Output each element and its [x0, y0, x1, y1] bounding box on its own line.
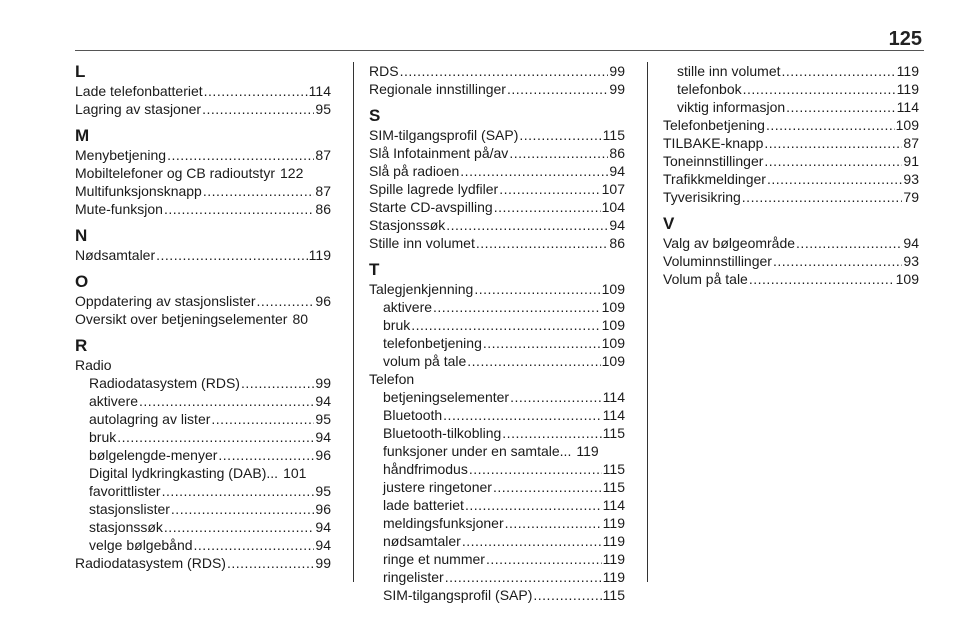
dot-leader — [171, 500, 315, 518]
entry-label: Mobiltelefoner og CB radioutstyr — [75, 165, 275, 181]
entry-label: Talegjenkjenning — [369, 281, 474, 297]
index-subentry[interactable] — [75, 464, 331, 482]
entry-label: stasjonslister — [89, 501, 170, 517]
index-letter-heading: V — [663, 214, 675, 233]
entry-label: velge bølgebånd — [89, 537, 193, 553]
index-entry[interactable] — [75, 164, 331, 182]
index-subentry[interactable] — [369, 316, 625, 334]
entry-label: Bluetooth-tilkobling — [383, 425, 502, 441]
entry-page-number: 119 — [896, 81, 919, 97]
entry-label: Menybetjening — [75, 147, 167, 163]
entry-label: TILBAKE-knapp — [663, 135, 764, 151]
entry-page-number: 114 — [602, 389, 625, 405]
entry-page-number: 94 — [315, 519, 331, 535]
dot-leader — [767, 170, 902, 188]
index-entry[interactable] — [369, 162, 625, 180]
index-subentry[interactable] — [369, 388, 625, 406]
entry-page-number: 87 — [315, 183, 331, 199]
entry-page-number: 114 — [308, 83, 331, 99]
entry-page-number: 96 — [315, 447, 331, 463]
entry-page-number: 115 — [602, 479, 625, 495]
index-subentry[interactable] — [369, 550, 625, 568]
header-rule — [75, 50, 924, 51]
dot-leader — [460, 162, 608, 180]
entry-page-number: 109 — [895, 117, 919, 133]
index-subentry[interactable] — [369, 532, 625, 550]
dot-leader — [218, 446, 314, 464]
entry-label: aktivere — [89, 393, 139, 409]
entry-page-number: 91 — [903, 153, 919, 169]
entry-page-number: 94 — [609, 163, 625, 179]
entry-label: Stille inn volumet — [369, 235, 475, 251]
entry-label: håndfrimodus — [383, 461, 468, 477]
dot-leader — [202, 100, 314, 118]
entry-label: justere ringetoner — [383, 479, 492, 495]
index-entry[interactable] — [369, 234, 625, 252]
entry-page-number: 109 — [895, 271, 919, 287]
entry-page-number: 95 — [315, 101, 331, 117]
entry-label: stille inn volumet — [677, 63, 781, 79]
index-entry[interactable] — [75, 292, 331, 310]
dot-leader — [446, 216, 608, 234]
entry-label: aktivere — [383, 299, 433, 315]
entry-label: Radiodatasystem (RDS) — [89, 375, 240, 391]
index-entry[interactable] — [369, 280, 625, 298]
entry-label: Regionale innstillinger — [369, 81, 506, 97]
entry-label: volum på tale — [383, 353, 467, 369]
index-entry[interactable] — [369, 144, 625, 162]
entry-label: Valg av bølgeområde — [663, 235, 796, 251]
index-subentry[interactable] — [369, 352, 625, 370]
dot-leader — [749, 270, 895, 288]
index-subentry[interactable] — [369, 514, 625, 532]
index-subentry[interactable] — [75, 428, 331, 446]
entry-page-number: 96 — [315, 501, 331, 517]
entry-page-number: 115 — [602, 461, 625, 477]
entry-page-number: 109 — [601, 353, 625, 369]
entry-page-number: 86 — [609, 145, 625, 161]
index-entry[interactable] — [369, 126, 625, 144]
entry-page-number: 109 — [601, 335, 625, 351]
entry-label: Slå på radioen — [369, 163, 460, 179]
entry-label: Radiodatasystem (RDS) — [75, 555, 226, 571]
entry-label: SIM-tilgangsprofil (SAP) — [383, 587, 533, 603]
dot-leader — [467, 352, 600, 370]
index-subentry[interactable] — [369, 298, 625, 316]
entry-label: SIM-tilgangsprofil (SAP) — [369, 127, 519, 143]
index-subentry[interactable] — [369, 406, 625, 424]
index-entry-heading — [369, 370, 625, 388]
dot-leader — [164, 200, 314, 218]
entry-page-number: 115 — [602, 587, 625, 603]
entry-label: Slå Infotainment på/av — [369, 145, 509, 161]
dot-leader — [483, 334, 601, 352]
entry-page-number: 107 — [601, 181, 625, 197]
dot-leader — [743, 80, 896, 98]
entry-label: Digital lydkringkasting (DAB)... — [89, 465, 279, 481]
entry-label: telefonbok — [677, 81, 742, 97]
index-letter-heading: M — [75, 126, 90, 145]
index-entry[interactable] — [663, 134, 919, 152]
entry-page-number: 119 — [576, 443, 599, 459]
dot-leader — [786, 98, 896, 116]
entry-page-number: 94 — [315, 429, 331, 445]
dot-leader — [211, 410, 314, 428]
index-entry[interactable] — [663, 170, 919, 188]
entry-label: lade batteriet — [383, 497, 464, 513]
dot-leader — [443, 406, 602, 424]
dot-leader — [494, 198, 601, 216]
index-column-3 — [663, 62, 919, 288]
dot-leader — [502, 424, 601, 442]
dot-leader — [156, 246, 308, 264]
entry-label: Starte CD-avspilling — [369, 199, 493, 215]
entry-label: betjeningselementer — [383, 389, 510, 405]
entry-page-number: 94 — [315, 537, 331, 553]
entry-label: favorittlister — [89, 483, 161, 499]
index-letter-heading: N — [75, 226, 88, 245]
index-letter-heading: L — [75, 62, 86, 81]
entry-label: nødsamtaler — [383, 533, 461, 549]
entry-page-number: 99 — [609, 63, 625, 79]
index-entry[interactable] — [75, 246, 331, 264]
entry-page-number: 114 — [602, 497, 625, 513]
index-entry-heading — [75, 356, 331, 374]
entry-label: bruk — [89, 429, 117, 445]
index-subentry[interactable] — [75, 446, 331, 464]
dot-leader — [469, 460, 602, 478]
dot-leader — [227, 554, 314, 572]
entry-label: Volum på tale — [663, 271, 748, 287]
entry-page-number: 115 — [602, 425, 625, 441]
index-entry[interactable] — [663, 152, 919, 170]
dot-leader — [486, 550, 602, 568]
index-entry[interactable] — [369, 80, 625, 98]
entry-page-number: 99 — [609, 81, 625, 97]
index-letter-heading: O — [75, 272, 89, 291]
entry-label: Nødsamtaler — [75, 247, 156, 263]
entry-page-number: 109 — [601, 281, 625, 297]
entry-page-number: 114 — [602, 407, 625, 423]
entry-label: Oversikt over betjeningselementer — [75, 311, 288, 327]
index-column-1 — [75, 62, 331, 572]
entry-label: Trafikkmeldinger — [663, 171, 766, 187]
index-subentry[interactable] — [663, 98, 919, 116]
entry-page-number: 86 — [315, 201, 331, 217]
dot-leader — [400, 62, 609, 80]
index-entry[interactable] — [75, 554, 331, 572]
dot-leader — [167, 146, 314, 164]
entry-label: Telefon — [369, 371, 415, 387]
index-entry[interactable] — [663, 270, 919, 288]
entry-page-number: 87 — [903, 135, 919, 151]
index-subentry[interactable] — [369, 496, 625, 514]
entry-page-number: 119 — [602, 533, 625, 549]
dot-leader — [465, 496, 602, 514]
entry-label: funksjoner under en samtale... — [383, 443, 572, 459]
index-subentry[interactable] — [369, 334, 625, 352]
dot-leader — [796, 234, 902, 252]
entry-page-number: 94 — [315, 393, 331, 409]
index-entry[interactable] — [75, 100, 331, 118]
index-entry[interactable] — [75, 82, 331, 100]
entry-page-number: 94 — [609, 217, 625, 233]
index-letter-heading: S — [369, 106, 381, 125]
entry-page-number: 119 — [602, 569, 625, 585]
index-entry[interactable] — [369, 180, 625, 198]
entry-label: bruk — [383, 317, 411, 333]
entry-page-number: 114 — [896, 99, 919, 115]
dot-leader — [203, 182, 315, 200]
index-subentry[interactable] — [75, 482, 331, 500]
dot-leader — [164, 518, 315, 536]
entry-label: ringelister — [383, 569, 444, 585]
dot-leader — [764, 134, 902, 152]
entry-label: Tyverisikring — [663, 189, 741, 205]
entry-page-number: 80 — [292, 311, 309, 327]
index-subentry[interactable] — [369, 568, 625, 586]
entry-label: Oppdatering av stasjonslister — [75, 293, 256, 309]
entry-label: Spille lagrede lydfiler — [369, 181, 499, 197]
entry-label: bølgelengde-menyer — [89, 447, 218, 463]
entry-label: autolagring av lister — [89, 411, 211, 427]
dot-leader — [474, 280, 600, 298]
dot-leader — [462, 532, 602, 550]
dot-leader — [782, 62, 896, 80]
entry-page-number: 119 — [602, 515, 625, 531]
dot-leader — [510, 388, 602, 406]
entry-label: Telefonbetjening — [663, 117, 765, 133]
dot-leader — [445, 568, 602, 586]
index-subentry[interactable] — [369, 586, 625, 604]
entry-page-number: 95 — [315, 411, 331, 427]
column-divider — [647, 62, 648, 582]
dot-leader — [433, 298, 601, 316]
index-subentry[interactable] — [75, 500, 331, 518]
index-subentry[interactable] — [369, 424, 625, 442]
entry-label: ringe et nummer — [383, 551, 485, 567]
entry-page-number: 101 — [283, 465, 307, 481]
entry-page-number: 96 — [315, 293, 331, 309]
entry-page-number: 99 — [315, 375, 331, 391]
dot-leader — [742, 188, 903, 206]
index-subentry[interactable] — [75, 536, 331, 554]
dot-leader — [499, 180, 600, 198]
entry-label: RDS — [369, 63, 399, 79]
entry-page-number: 93 — [903, 171, 919, 187]
dot-leader — [139, 392, 314, 410]
entry-page-number: 87 — [315, 147, 331, 163]
index-entry[interactable] — [75, 310, 331, 328]
entry-page-number: 99 — [315, 555, 331, 571]
entry-page-number: 94 — [903, 235, 919, 251]
entry-label: Stasjonssøk — [369, 217, 446, 233]
entry-page-number: 109 — [601, 299, 625, 315]
entry-label: Mute-funksjon — [75, 201, 163, 217]
entry-page-number: 79 — [903, 189, 919, 205]
dot-leader — [533, 586, 601, 604]
entry-page-number: 104 — [601, 199, 625, 215]
index-subentry[interactable] — [75, 410, 331, 428]
index-subentry[interactable] — [75, 518, 331, 536]
index-entry[interactable] — [369, 198, 625, 216]
dot-leader — [117, 428, 314, 446]
entry-label: viktig informasjon — [677, 99, 786, 115]
index-entry[interactable] — [663, 252, 919, 270]
index-subentry[interactable] — [663, 62, 919, 80]
entry-page-number: 93 — [903, 253, 919, 269]
dot-leader — [241, 374, 314, 392]
index-entry[interactable] — [369, 62, 625, 80]
index-entry[interactable] — [75, 182, 331, 200]
entry-label: stasjonssøk — [89, 519, 163, 535]
entry-page-number: 119 — [602, 551, 625, 567]
dot-leader — [764, 152, 902, 170]
index-entry[interactable] — [663, 234, 919, 252]
entry-label: Multifunksjonsknapp — [75, 183, 202, 199]
dot-leader — [411, 316, 600, 334]
entry-label: telefonbetjening — [383, 335, 482, 351]
index-subentry[interactable] — [75, 374, 331, 392]
column-divider — [353, 62, 354, 582]
page-number: 125 — [888, 28, 922, 50]
entry-label: Voluminnstillinger — [663, 253, 772, 269]
entry-label: Radio — [75, 357, 112, 373]
dot-leader — [204, 82, 308, 100]
index-letter-heading: R — [75, 336, 88, 355]
entry-label: Lagring av stasjoner — [75, 101, 202, 117]
entry-page-number: 86 — [609, 235, 625, 251]
entry-page-number: 119 — [308, 247, 331, 263]
entry-label: meldingsfunksjoner — [383, 515, 504, 531]
dot-leader — [505, 514, 602, 532]
entry-page-number: 109 — [601, 317, 625, 333]
index-column-2 — [369, 62, 625, 604]
index-subentry[interactable] — [663, 80, 919, 98]
index-subentry[interactable] — [369, 478, 625, 496]
index-entry[interactable] — [369, 216, 625, 234]
entry-page-number: 95 — [315, 483, 331, 499]
dot-leader — [766, 116, 895, 134]
dot-leader — [257, 292, 315, 310]
dot-leader — [773, 252, 902, 270]
entry-label: Toneinnstillinger — [663, 153, 764, 169]
dot-leader — [493, 478, 602, 496]
dot-leader — [509, 144, 608, 162]
index-subentry[interactable] — [369, 442, 625, 460]
entry-page-number: 115 — [602, 127, 625, 143]
index-entry[interactable] — [663, 116, 919, 134]
index-subentry[interactable] — [369, 460, 625, 478]
dot-leader — [476, 234, 609, 252]
index-subentry[interactable] — [75, 392, 331, 410]
entry-label: Lade telefonbatteriet — [75, 83, 203, 99]
entry-page-number: 122 — [280, 165, 304, 181]
dot-leader — [507, 80, 608, 98]
index-entry[interactable] — [75, 146, 331, 164]
dot-leader — [162, 482, 315, 500]
index-entry[interactable] — [75, 200, 331, 218]
entry-label: Bluetooth — [383, 407, 443, 423]
dot-leader — [194, 536, 315, 554]
entry-page-number: 119 — [896, 63, 919, 79]
index-entry[interactable] — [663, 188, 919, 206]
index-letter-heading: T — [369, 260, 380, 279]
dot-leader — [519, 126, 601, 144]
